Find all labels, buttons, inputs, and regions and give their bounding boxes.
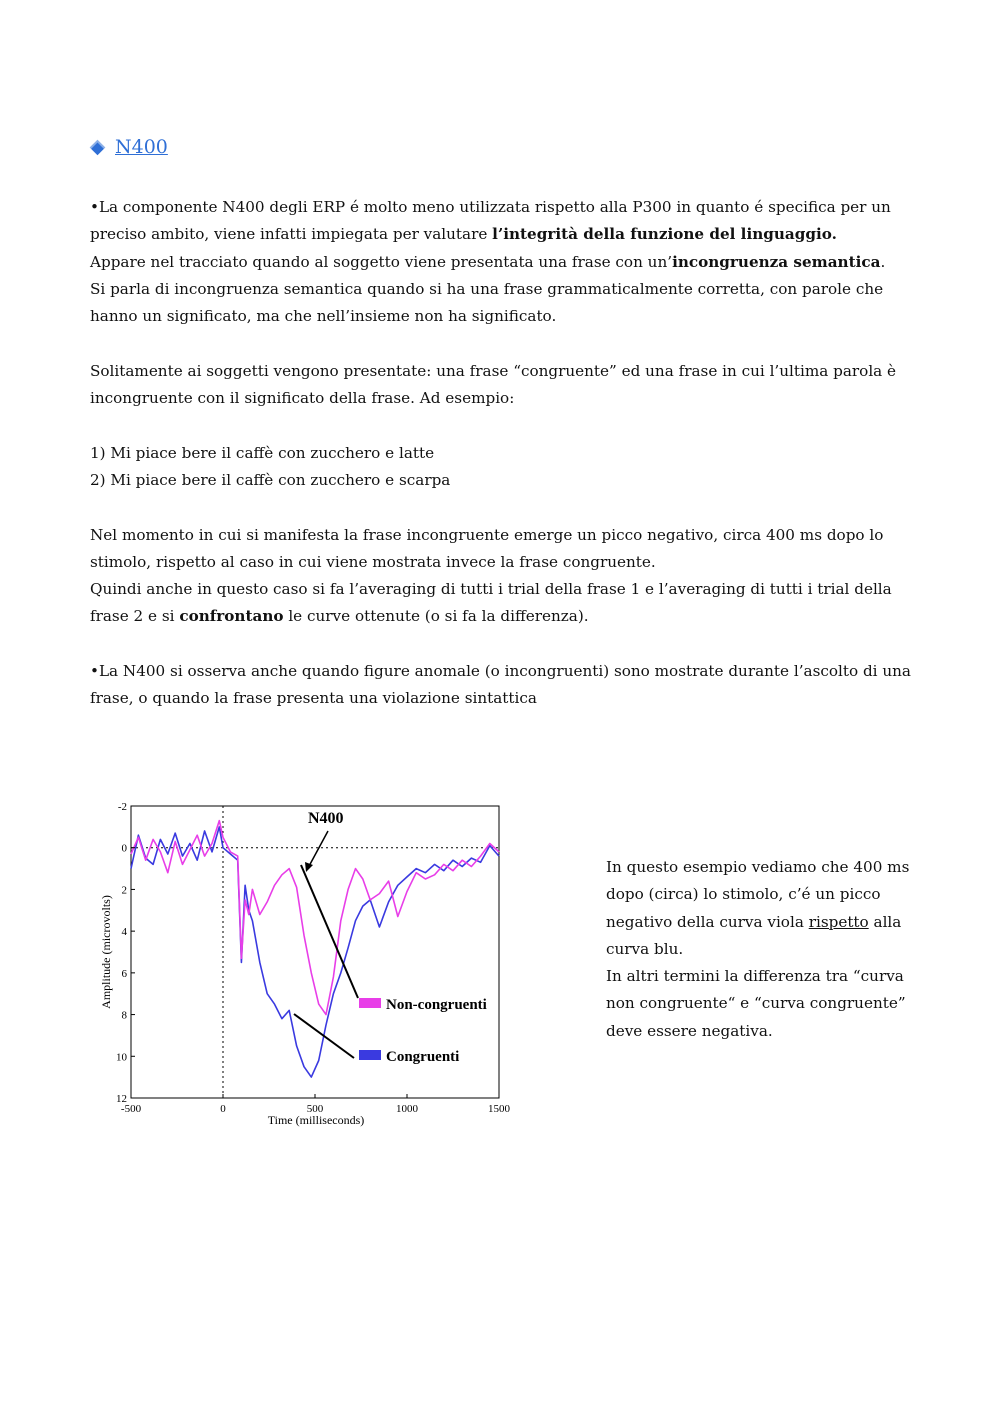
- legend-swatch-noncongruenti: [359, 998, 381, 1008]
- y-tick-label: -2: [117, 801, 127, 813]
- example-2: 2) Mi piace bere il caffè con zucchero e scarpa: [90, 470, 451, 489]
- legend-label-congruenti: Congruenti: [386, 1049, 460, 1065]
- diamond-bullet-icon: [90, 139, 106, 155]
- paragraph-6: Quindi anche in questo caso si fa l’averaging di tutti i trial della frase 1 e l’averaging di tutti i trial della frase 2 e si confrontano le curve ottenute (o si fa la differenza).: [90, 580, 892, 626]
- y-tick-label: 4: [121, 926, 127, 939]
- side-paragraph-2: In altri termini la differenza tra “curva non congruente“ e “curva congruente” deve essere negativa.: [606, 967, 906, 1040]
- x-tick-label: 500: [306, 1103, 324, 1115]
- annotation-arrowhead: [305, 862, 313, 872]
- annotation-label: N400: [308, 810, 344, 827]
- y-axis-label: Amplitude (microvolts): [99, 895, 113, 1009]
- side-paragraph-1: In questo esempio vediamo che 400 ms dopo (circa) lo stimolo, c’é un picco negativo della curva viola rispetto alla curva blu.: [606, 858, 910, 958]
- paragraph-3: Si parla di incongruenza semantica quando si ha una frase grammaticalmente corretta, con parole che hanno un significato, ma che nell’insieme non ha significato.: [90, 279, 884, 326]
- paragraph-5: Nel momento in cui si manifesta la frase incongruente emerge un picco negativo, circa 400 ms dopo lo stimolo, rispetto al caso in cui viene mostrata invece la frase congruente.: [90, 525, 884, 571]
- y-tick-label: 6: [121, 967, 127, 980]
- bold-phrase: incongruenza semantica: [672, 252, 881, 271]
- x-tick-label: 0: [220, 1103, 226, 1115]
- paragraph-2: Appare nel tracciato quando al soggetto viene presentata una frase con un’incongruenza semantica.: [90, 252, 886, 271]
- y-tick-label: 8: [121, 1009, 127, 1022]
- paragraph-7: •La N400 si osserva anche quando figure anomale (o incongruenti) sono mostrate durante l’ascolto di una frase, o quando la frase presenta una violazione sintattica: [90, 662, 911, 708]
- paragraph-1: •La componente N400 degli ERP é molto meno utilizzata rispetto alla P300 in quanto é specifica per un preciso ambito, viene infatti impiegata per valutare l’integrità della funzione del linguaggio.: [90, 198, 891, 244]
- legend-swatch-congruenti: [359, 1050, 381, 1060]
- bold-phrase: l’integrità della funzione del linguaggio.: [492, 225, 837, 244]
- body-text: [90, 194, 912, 713]
- bold-phrase: confrontano: [179, 607, 284, 626]
- x-axis-label: Time (milliseconds): [267, 1113, 365, 1127]
- erp-chart: [96, 796, 526, 1136]
- side-explanation: [606, 854, 926, 1045]
- y-tick-label: 12: [116, 1093, 127, 1105]
- x-tick-label: 1500: [488, 1103, 510, 1115]
- y-tick-label: 10: [116, 1051, 127, 1064]
- x-tick-label: -500: [120, 1103, 142, 1115]
- example-1: 1) Mi piace bere il caffè con zucchero e latte: [90, 443, 435, 462]
- y-tick-label: 2: [121, 884, 127, 897]
- heading-link-n400[interactable]: N400: [115, 136, 168, 158]
- y-tick-label: 0: [121, 842, 127, 855]
- leader-line-congruenti: [294, 1014, 354, 1058]
- legend-label-noncongruenti: Non-congruenti: [386, 997, 487, 1013]
- x-tick-label: 1000: [396, 1103, 418, 1115]
- paragraph-4: Solitamente ai soggetti vengono presentate: una frase “congruente” ed una frase in cui l’ultima parola è incongruente con il significato della frase. Ad esempio:: [90, 361, 897, 408]
- underlined-word: rispetto: [808, 912, 869, 931]
- section-heading: [92, 136, 168, 158]
- annotation-arrow: [308, 831, 328, 868]
